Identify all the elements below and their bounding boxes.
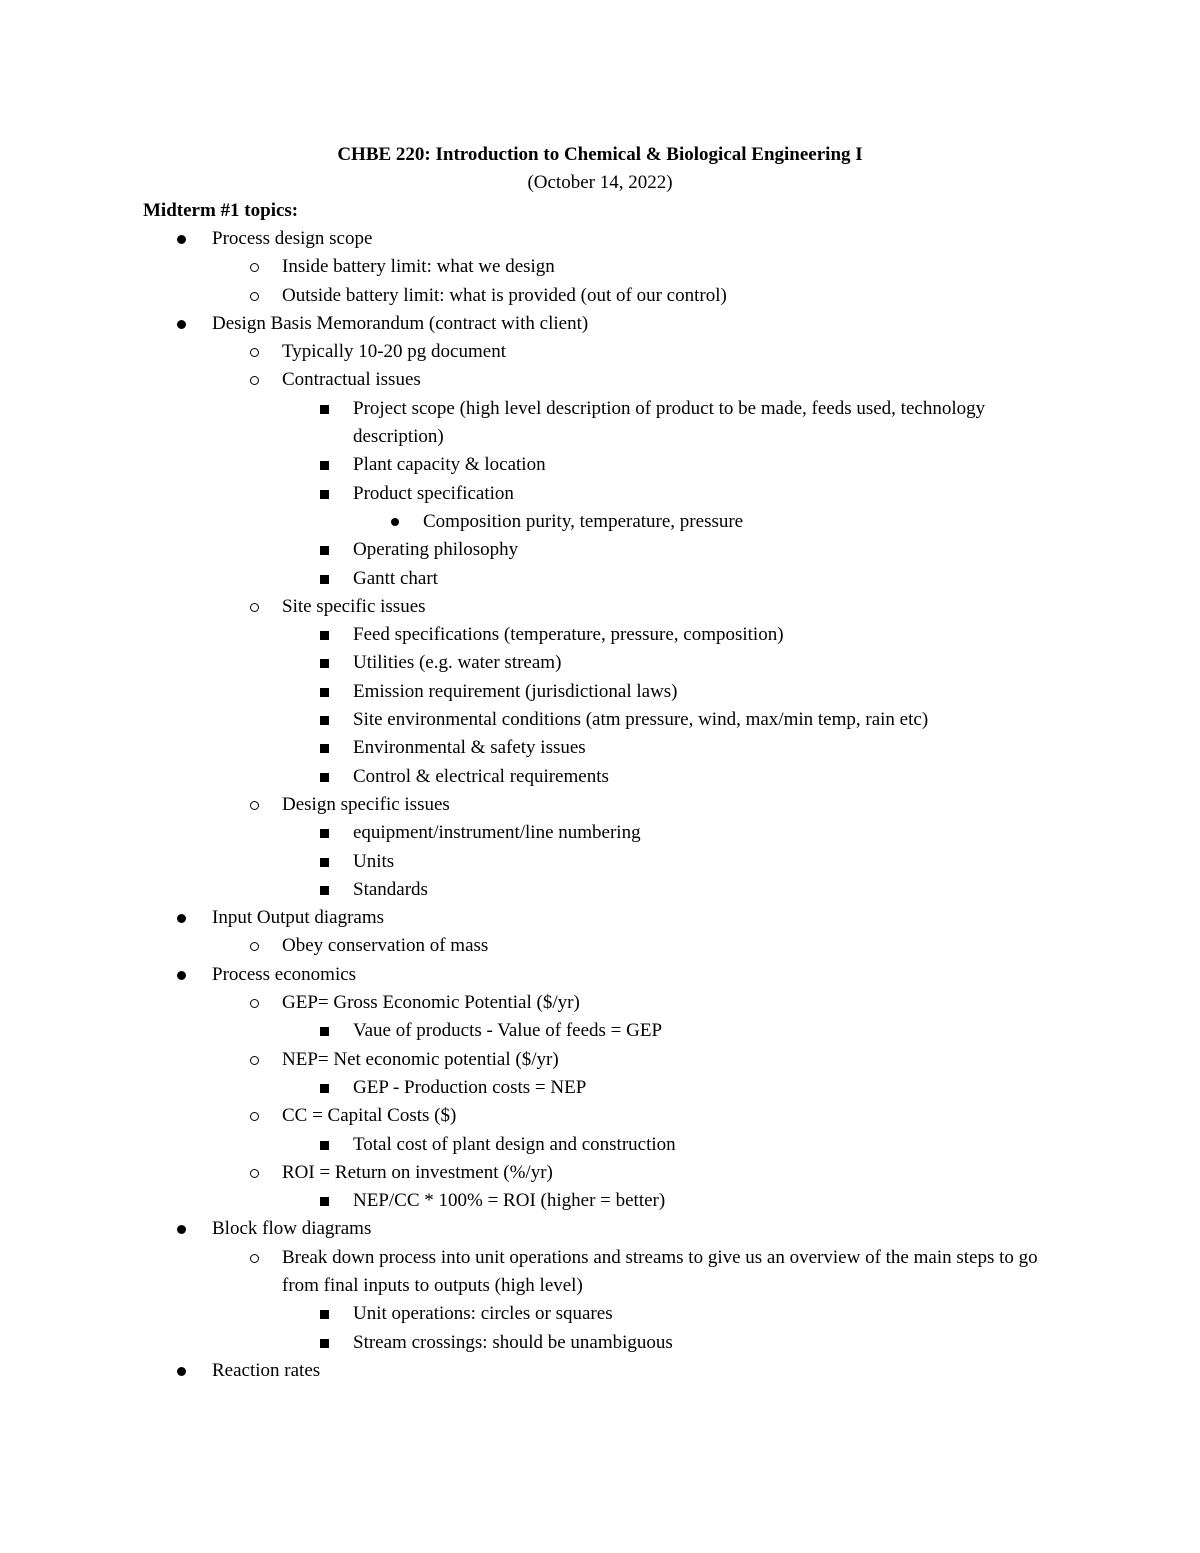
hollow-circle-bullet-icon	[246, 791, 266, 819]
outline-item-level-3	[0, 1187, 1200, 1215]
filled-square-bullet-icon	[316, 706, 336, 734]
filled-circle-bullet-icon	[174, 961, 194, 989]
filled-square-bullet-icon	[316, 565, 336, 593]
hollow-circle-bullet-icon	[246, 932, 266, 960]
outline-item-text: Units	[353, 850, 395, 872]
outline-item-level-2	[0, 338, 1200, 366]
outline-item-text: GEP - Production costs = NEP	[353, 1076, 587, 1098]
outline-item-level-2	[0, 1046, 1200, 1074]
outline-item-text: equipment/instrument/line numbering	[353, 822, 641, 844]
outline-item-text: Composition purity, temperature, pressure	[423, 510, 744, 532]
outline-item-level-3	[0, 451, 1200, 479]
filled-square-bullet-icon	[316, 734, 336, 762]
outline-item-text: GEP= Gross Economic Potential ($/yr)	[282, 992, 580, 1014]
filled-square-bullet-icon	[316, 819, 336, 847]
filled-square-bullet-icon	[316, 536, 336, 564]
outline-item-text: Process design scope	[212, 228, 373, 249]
topic-outline	[0, 225, 1200, 1385]
outline-item-level-3	[0, 621, 1200, 649]
outline-item-level-3	[0, 395, 1200, 452]
outline-item-level-1	[0, 961, 1200, 989]
outline-item-level-2	[0, 366, 1200, 394]
outline-item-level-3	[0, 819, 1200, 847]
outline-item-level-2	[0, 253, 1200, 281]
outline-item-level-2	[0, 1102, 1200, 1130]
outline-item-level-1	[0, 1357, 1200, 1385]
outline-item-level-1	[0, 904, 1200, 932]
outline-item-text: Typically 10-20 pg document	[282, 341, 506, 363]
filled-square-bullet-icon	[316, 678, 336, 706]
filled-square-bullet-icon	[316, 763, 336, 791]
hollow-circle-bullet-icon	[246, 1159, 266, 1187]
filled-square-bullet-icon	[316, 395, 336, 423]
hollow-circle-bullet-icon	[246, 253, 266, 281]
document-date: (October 14, 2022)	[527, 172, 673, 193]
outline-item-text: Outside battery limit: what is provided (out of our control)	[282, 284, 727, 306]
outline-item-text: Design Basis Memorandum (contract with client)	[212, 312, 589, 334]
outline-item-level-3	[0, 565, 1200, 593]
outline-item-text: CC = Capital Costs ($)	[282, 1105, 457, 1127]
outline-item-text: NEP= Net economic potential ($/yr)	[282, 1048, 559, 1070]
outline-item-level-3	[0, 734, 1200, 762]
hollow-circle-bullet-icon	[246, 338, 266, 366]
outline-item-level-3	[0, 1074, 1200, 1102]
outline-item-level-3	[0, 1329, 1200, 1357]
outline-item-level-2	[0, 989, 1200, 1017]
outline-item-text: Vaue of products - Value of feeds = GEP	[353, 1020, 663, 1042]
filled-square-bullet-icon	[316, 1131, 336, 1159]
hollow-circle-bullet-icon	[246, 1046, 266, 1074]
outline-item-text: Total cost of plant design and construction	[353, 1133, 676, 1155]
outline-item-level-2	[0, 593, 1200, 621]
filled-square-bullet-icon	[316, 1187, 336, 1215]
outline-item-level-2	[0, 791, 1200, 819]
filled-square-bullet-icon	[316, 480, 336, 508]
outline-item-level-3	[0, 1131, 1200, 1159]
outline-item-level-2	[0, 1244, 1200, 1301]
outline-item-level-3	[0, 649, 1200, 677]
filled-square-bullet-icon	[316, 1329, 336, 1357]
outline-item-level-1	[0, 225, 1200, 253]
outline-item-text: Obey conservation of mass	[282, 935, 489, 957]
filled-circle-bullet-icon	[174, 225, 194, 253]
outline-item-text: Process economics	[212, 963, 357, 985]
outline-item-level-3	[0, 876, 1200, 904]
outline-item-level-3	[0, 706, 1200, 734]
outline-item-text: Reaction rates	[212, 1359, 321, 1381]
hollow-circle-bullet-icon	[246, 989, 266, 1017]
outline-item-text: Operating philosophy	[353, 539, 519, 561]
filled-square-bullet-icon	[316, 649, 336, 677]
outline-item-level-3	[0, 1017, 1200, 1045]
outline-item-text: ROI = Return on investment (%/yr)	[282, 1161, 553, 1183]
filled-square-bullet-icon	[316, 1300, 336, 1328]
outline-item-text: Gantt chart	[353, 567, 438, 589]
hollow-circle-bullet-icon	[246, 1244, 266, 1272]
outline-item-level-2	[0, 932, 1200, 960]
filled-square-bullet-icon	[316, 1074, 336, 1102]
outline-item-text: Unit operations: circles or squares	[353, 1303, 613, 1325]
document-title: CHBE 220: Introduction to Chemical & Biological Engineering I	[337, 144, 863, 165]
outline-item-text: Environmental & safety issues	[353, 737, 586, 759]
outline-item-level-3	[0, 848, 1200, 876]
filled-square-bullet-icon	[316, 1017, 336, 1045]
outline-item-text: Input Output diagrams	[212, 907, 385, 929]
outline-item-text: Utilities (e.g. water stream)	[353, 652, 562, 674]
filled-circle-bullet-icon	[174, 310, 194, 338]
outline-item-text: Product specification	[353, 482, 514, 504]
outline-item-text: Feed specifications (temperature, pressure, composition)	[353, 624, 784, 646]
outline-item-text: Control & electrical requirements	[353, 765, 609, 787]
filled-circle-bullet-icon	[174, 1357, 194, 1385]
filled-square-bullet-icon	[316, 621, 336, 649]
outline-item-level-4	[0, 508, 1200, 536]
outline-item-level-2	[0, 282, 1200, 310]
outline-item-text: Break down process into unit operations and streams to give us an overview of the main steps to go from final inputs to outputs (high level)	[282, 1246, 1038, 1296]
outline-item-level-3	[0, 763, 1200, 791]
section-heading: Midterm #1 topics:	[143, 200, 299, 221]
outline-item-text: Emission requirement (jurisdictional laws)	[353, 680, 678, 702]
outline-item-level-3	[0, 536, 1200, 564]
filled-circle-bullet-icon	[174, 1215, 194, 1243]
outline-item-text: Design specific issues	[282, 793, 450, 815]
outline-item-level-3	[0, 678, 1200, 706]
filled-square-bullet-icon	[316, 876, 336, 904]
outline-item-text: Block flow diagrams	[212, 1218, 372, 1240]
outline-item-level-1	[0, 1215, 1200, 1243]
outline-item-level-2	[0, 1159, 1200, 1187]
filled-circle-bullet-icon	[388, 508, 408, 536]
outline-item-text: Project scope (high level description of product to be made, feeds used, technology description)	[353, 397, 986, 448]
outline-item-text: Site environmental conditions (atm pressure, wind, max/min temp, rain etc)	[353, 709, 929, 731]
hollow-circle-bullet-icon	[246, 366, 266, 394]
hollow-circle-bullet-icon	[246, 1102, 266, 1130]
outline-item-text: Plant capacity & location	[353, 454, 546, 476]
outline-item-level-3	[0, 1300, 1200, 1328]
outline-item-level-1	[0, 310, 1200, 338]
outline-item-text: NEP/CC * 100% = ROI (higher = better)	[353, 1190, 666, 1212]
hollow-circle-bullet-icon	[246, 593, 266, 621]
filled-circle-bullet-icon	[174, 904, 194, 932]
outline-item-text: Stream crossings: should be unambiguous	[353, 1331, 673, 1353]
outline-item-text: Site specific issues	[282, 595, 426, 617]
outline-item-text: Contractual issues	[282, 369, 421, 391]
filled-square-bullet-icon	[316, 451, 336, 479]
outline-item-level-3	[0, 480, 1200, 508]
outline-item-text: Inside battery limit: what we design	[282, 256, 555, 278]
filled-square-bullet-icon	[316, 848, 336, 876]
outline-item-text: Standards	[353, 878, 428, 900]
hollow-circle-bullet-icon	[246, 282, 266, 310]
